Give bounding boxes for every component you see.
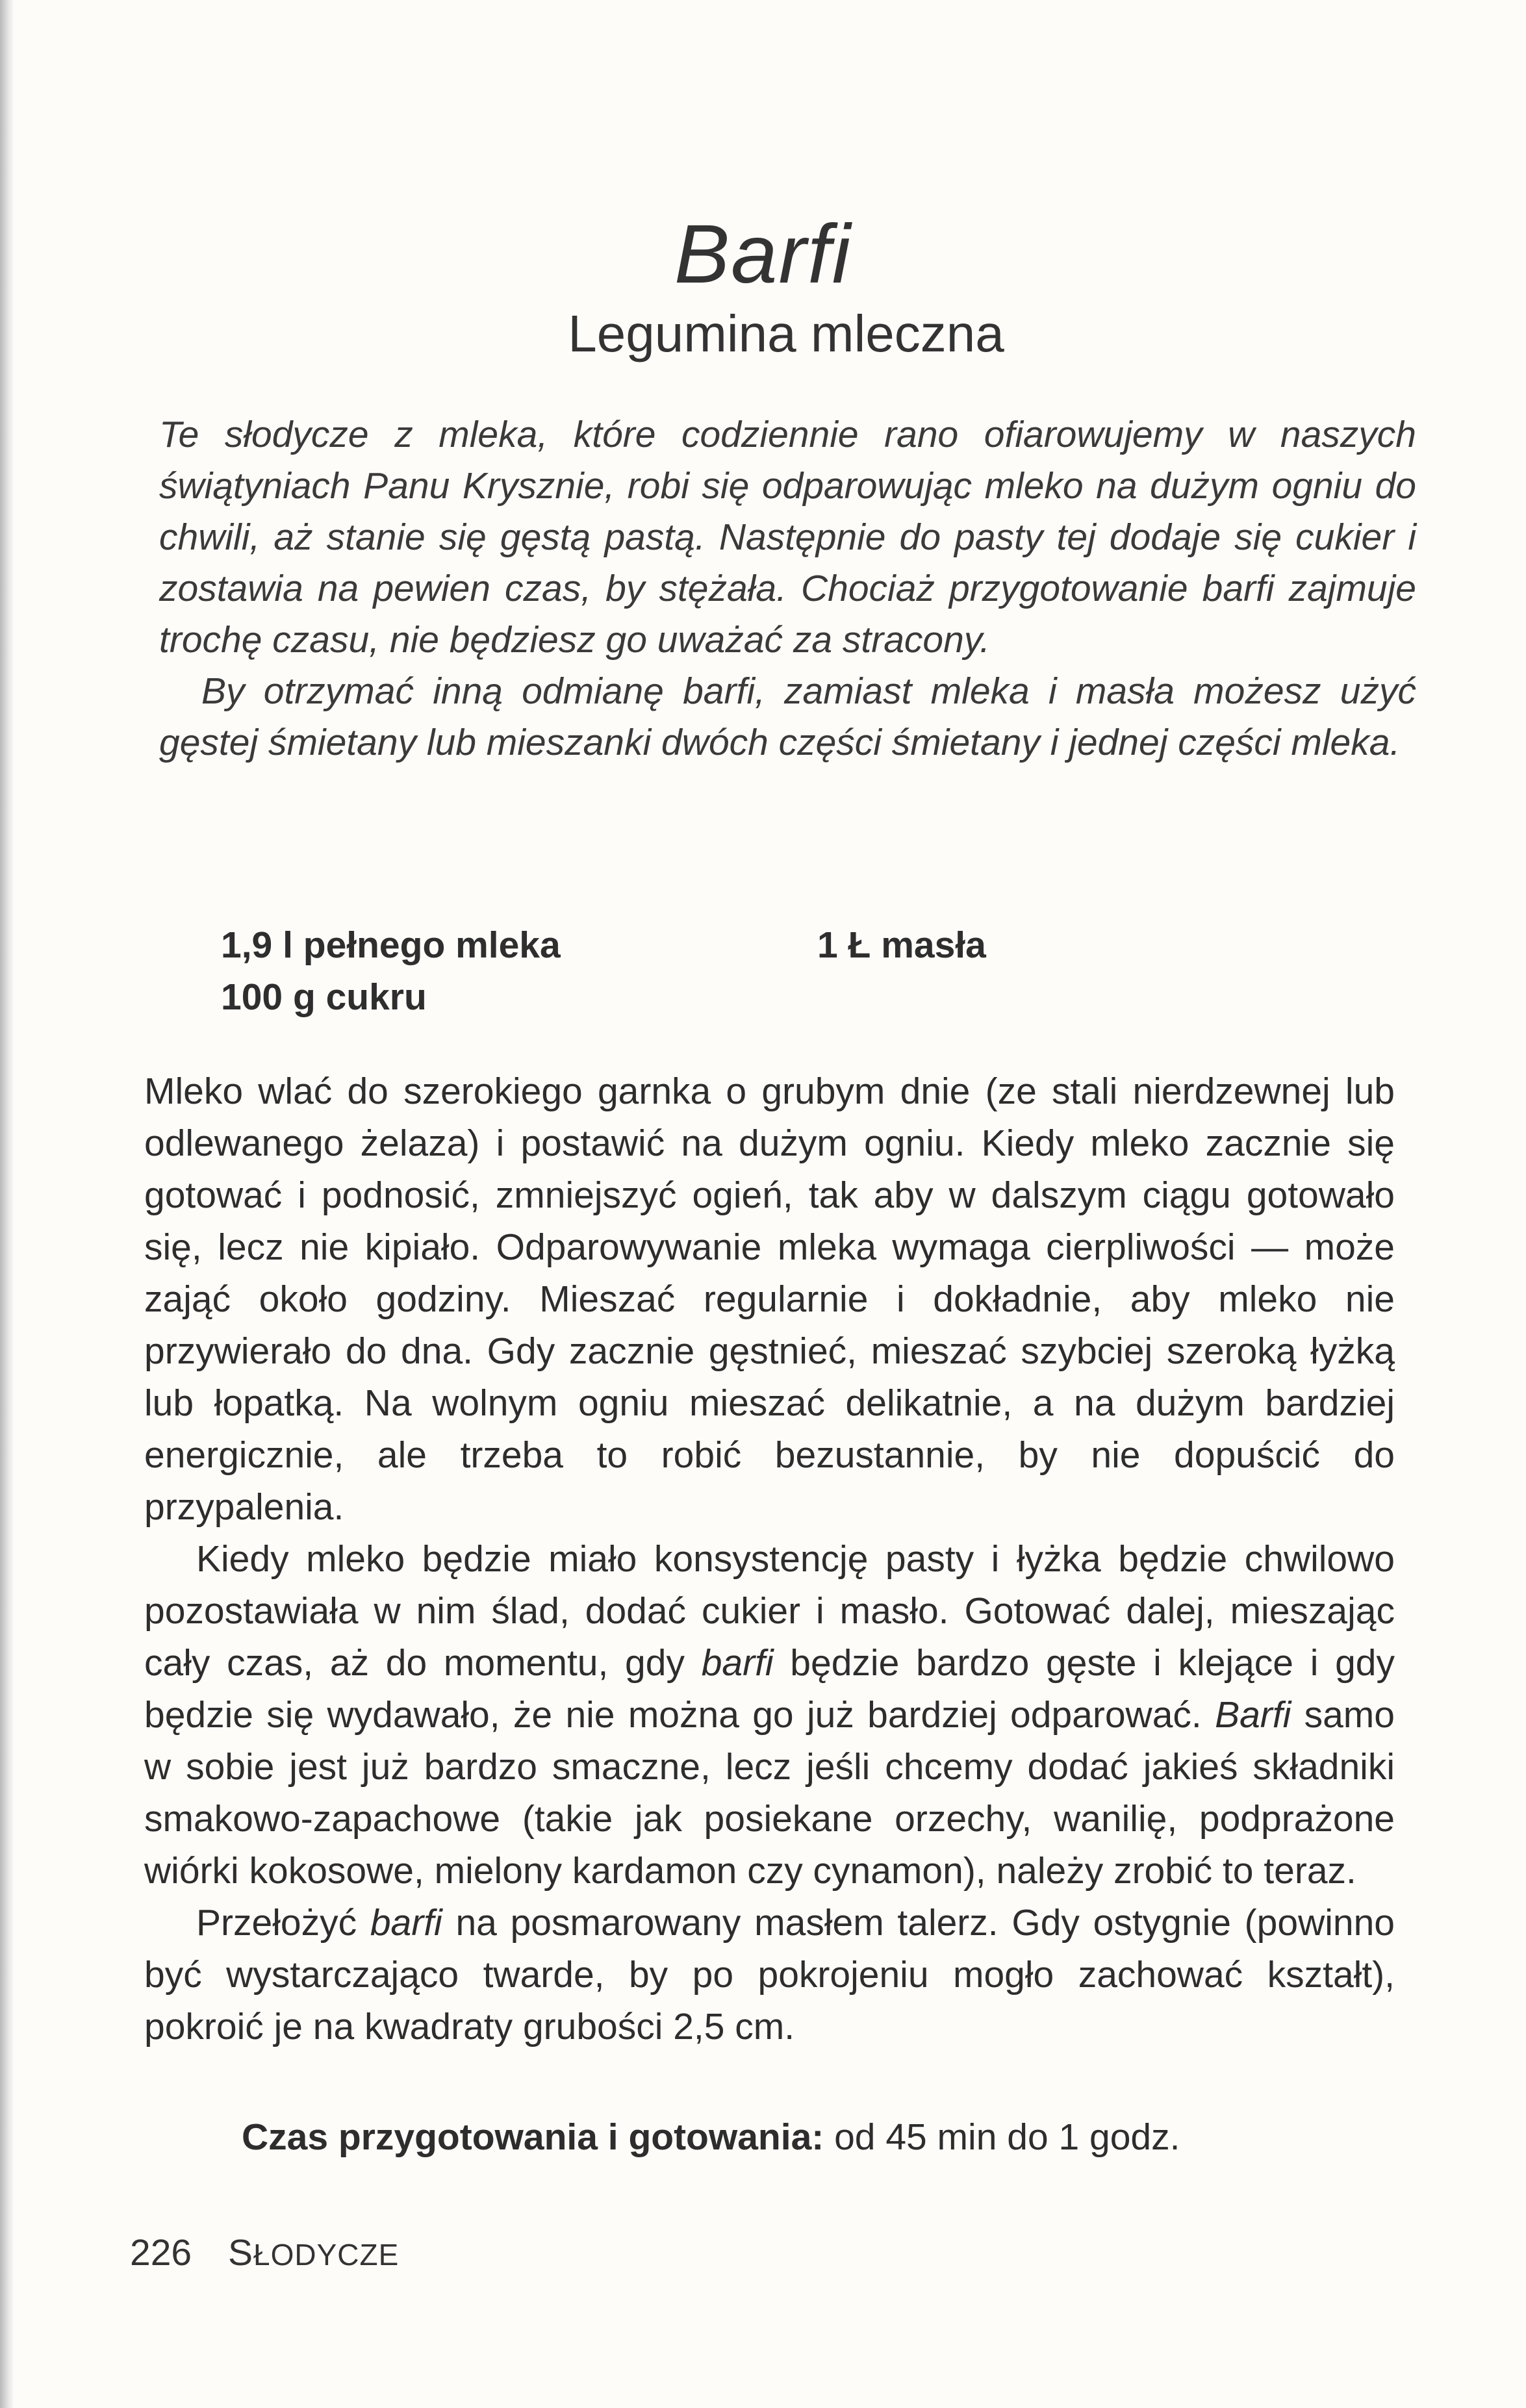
recipe-intro: [159, 409, 1416, 768]
method-text: Przełożyć: [196, 1902, 370, 1944]
method-paragraph: [144, 1897, 1395, 2053]
method-text: na posmarowany masłem talerz. Gdy ostygnie (powinno być wystarczająco twarde, by po pokrojeniu mogło zachować kształt), pokroić je na kwadraty grubości 2,5 cm.: [144, 1902, 1395, 2047]
ingredients-column-right: [817, 919, 1142, 971]
method-text: samo w sobie jest już bardzo smaczne, lecz jeśli chcemy dodać jakieś składniki smakowo-zapachowe (takie jak posiekane orzechy, wanilię, podprażone wiórki kokosowe, mielony kardamon czy cynamon), należy zrobić to teraz.: [144, 1694, 1395, 1892]
ingredients-column-left: [221, 919, 676, 1023]
timing-value: od 45 min do 1 godz.: [824, 2116, 1180, 2158]
intro-paragraph: By otrzymać inną odmianę barfi, zamiast mleka i masła możesz użyć gęstej śmietany lub mieszanki dwóch części śmietany i jednej części mleka.: [159, 670, 1416, 763]
intro-paragraph: Te słodycze z mleka, które codziennie rano ofiarowujemy w naszych świątyniach Panu Krysznie, robi się odparowując mleko na dużym ogniu do chwili, aż stanie się gęstą pastą. Następnie do pasty tej dodaje się cukier i zostawia na pewien czas, by stężała. Chociaż przygotowanie barfi zajmuje trochę czasu, nie będziesz go uważać za stracony.: [159, 414, 1416, 661]
dish-name-italic: Barfi: [1215, 1694, 1291, 1736]
dish-name-italic: barfi: [701, 1642, 774, 1684]
recipe-method: [144, 1065, 1395, 2053]
page-number: 226: [130, 2232, 192, 2274]
recipe-title: Barfi: [674, 208, 852, 301]
method-paragraph: Mleko wlać do szerokiego garnka o grubym dnie (ze stali nierdzewnej lub odlewanego żelaza) i postawić na dużym ogniu. Kiedy mleko zacznie się gotować i podnosić, zmniejszyć ogień, tak aby w dalszym ciągu gotowało się, lecz nie kipiało. Odparowywanie mleka wymaga cierpliwości — może zająć około godziny. Mieszać regularnie i dokładnie, aby mleko nie przywierało do dna. Gdy zacznie gęstnieć, mieszać szybciej szeroką łyżką lub łopatką. Na wolnym ogniu mieszać delikatnie, a na dużym bardziej energicznie, ale trzeba to robić bezustannie, by nie dopuścić do przypalenia.: [144, 1071, 1395, 1528]
ingredient: 1 Ł masła: [817, 924, 986, 966]
dish-name-italic: barfi: [370, 1902, 442, 1944]
recipe-subtitle: Legumina mleczna: [568, 305, 1004, 362]
section-initial: S: [227, 2232, 253, 2274]
ingredient: 1,9 l pełnego mleka: [221, 924, 561, 966]
method-paragraph: [144, 1533, 1395, 1897]
section-name: [228, 2232, 399, 2274]
preparation-time: [242, 2111, 1411, 2163]
method-text: będzie bardzo gęste i klejące i gdy będzie się wydawało, że nie można go już bardziej odparować.: [144, 1642, 1395, 1736]
section-rest: ŁODYCZE: [253, 2238, 400, 2272]
timing-label: Czas przygotowania i gotowania:: [242, 2116, 824, 2158]
ingredient: 100 g cukru: [221, 976, 427, 1018]
page-footer: [130, 2231, 399, 2274]
method-text: Kiedy mleko będzie miało konsystencję pasty i łyżka będzie chwilowo pozostawiała w nim ślad, dodać cukier i masło. Gotować dalej, mieszając cały czas, aż do momentu, gdy: [144, 1538, 1395, 1684]
